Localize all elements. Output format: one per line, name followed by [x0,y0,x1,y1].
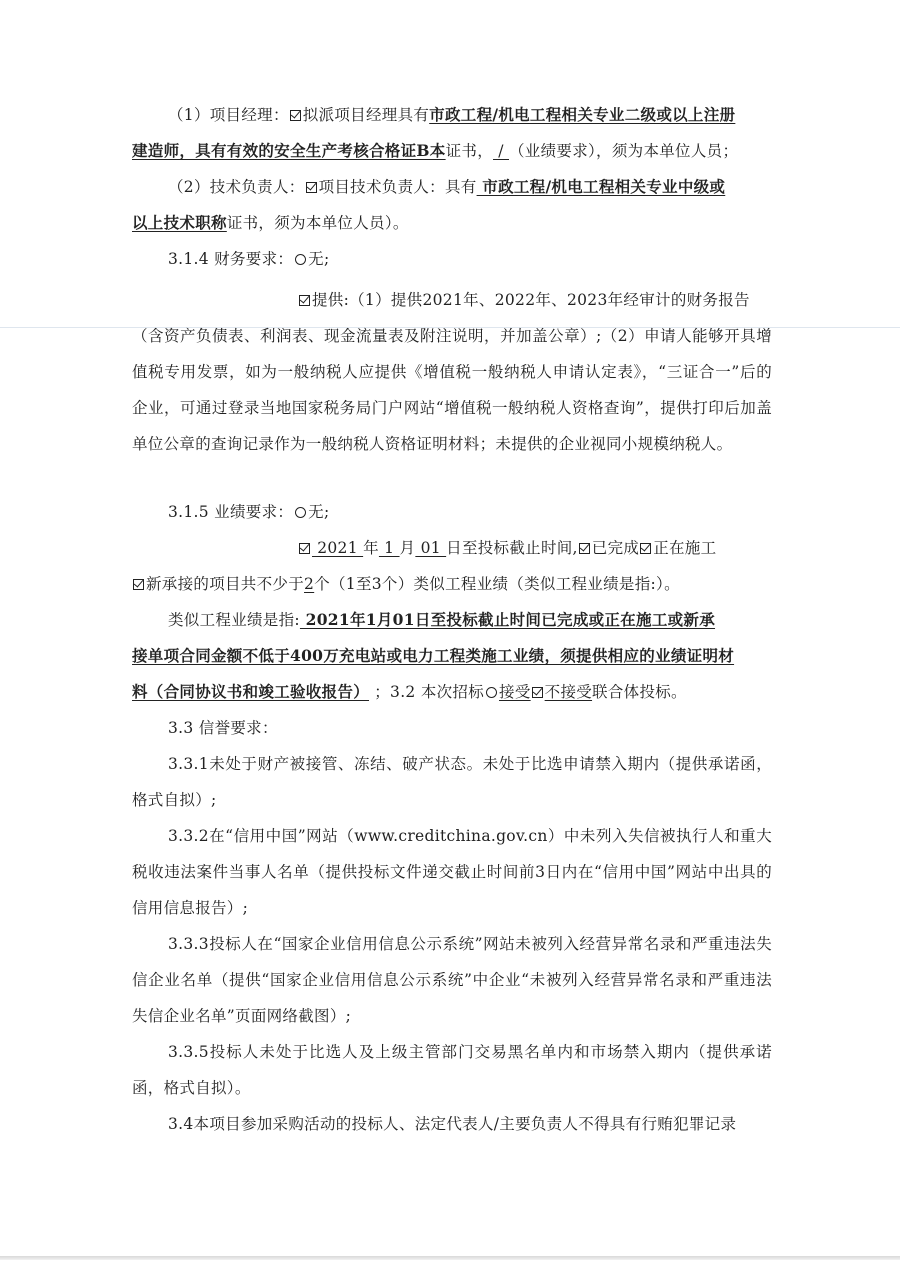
year-unit: 年 [363,539,379,557]
pm-text-3: （业绩要求），须为本单位人员； [509,142,739,160]
similar-line-1 [168,602,715,638]
accept-label: 接受 [499,683,531,701]
checkbox-icon [532,687,543,698]
radio-empty-icon [295,254,306,265]
checkbox-icon [299,295,310,306]
tech-line-2 [132,205,409,241]
credit-3-3-2: 3.3.2在“信用中国”网站（www.creditchina.gov.cn）中未列入失信被执行人和重大税收违法案件当事人名单（提供投标文件递交截止时间前3日内在“信用中国”网站中出具的信用信息报告）; [132,827,772,917]
tech-text: 项目技术负责人：具有 [318,178,477,196]
pm-lead: （1）项目经理： [168,106,289,124]
pm-slash: / [493,142,509,160]
radio-empty-icon [295,507,306,518]
credit-3-3-5: 3.3.5投标人未处于比选人及上级主管部门交易黑名单内和市场禁入期内（提供承诺函，格式自拟）。 [132,1043,772,1097]
radio-empty-icon [486,687,497,698]
tech-requirement-cont: 以上技术职称 [132,213,227,232]
similar-lead: 类似工程业绩是指: [168,611,300,629]
finance-lead: 3.1.4 财务要求： [168,250,294,268]
day-unit: 日至投标截止时间, [446,539,578,557]
similar-def-3: 料（合同协议书和竣工验收报告） [132,682,370,701]
checkbox-icon [133,579,144,590]
credit-3-3-1: 3.3.1未处于财产被接管、冻结、破产状态。未处于比选申请禁入期内（提供承诺函，格式自拟）; [132,755,772,809]
month-unit: 月 [399,539,416,557]
checkbox-icon [290,110,301,121]
pm-line-1 [168,97,735,133]
reject-label: 不接受 [544,683,593,701]
finance-provide: 提供:（1）提供2021年、2022年、2023年经审计的财务报告 [312,291,750,309]
checkbox-icon [579,543,590,554]
tech-line-1 [168,169,725,205]
checkbox-icon [299,543,310,554]
performance-none: 无; [308,503,330,521]
count-suffix: 个（1至3个）类似工程业绩（类似工程业绩是指:）。 [314,575,680,593]
new-label: 新承接的项目共不少于 [146,575,305,593]
performance-date-line [298,530,716,566]
consortium-lead: ；3.2 本次招标 [369,683,485,701]
performance-lead: 3.1.5 业绩要求： [168,503,294,521]
scan-edge [0,1256,900,1260]
pm-requirement-cont: 建造师，具有有效的安全生产考核合格证B本 [132,141,446,160]
checkbox-icon [640,543,651,554]
similar-line-3 [132,674,687,710]
checkbox-icon [306,182,317,193]
finance-body: （含资产负债表、利润表、现金流量表及附注说明，并加盖公章）;（2）申请人能够开具增值税专用发票，如为一般纳税人应提供《增值税一般纳税人申请认定表》，“三证合一”后的企业，可通过登录当地国家税务局门户网站“增值税一般纳税人资格查询”，提供打印后加盖单位公章的查询记录作为一般纳税人资格证明材料；未提供的企业视同小规模纳税人。 [132,327,772,453]
tech-text-2: 证书，须为本单位人员）。 [226,214,409,232]
similar-line-2 [132,638,734,674]
done-label: 已完成 [591,539,640,557]
pm-line-2 [132,133,738,169]
similar-def-2: 接单项合同金额不低于400万充电站或电力工程类施工业绩，须提供相应的业绩证明材 [132,646,735,665]
tech-requirement: 市政工程/机电工程相关专业中级或 [476,177,726,196]
finance-none: 无; [308,250,330,268]
pm-text: 拟派项目经理具有 [302,106,430,124]
credit-3-3-3: 3.3.3投标人在“国家企业信用信息公示系统”网站未被列入经营异常名录和严重违法失信企业名单（提供“国家企业信用信息公示系统”中企业“未被列入经营异常名录和严重违法失信企业名单”页面网络截图）; [132,935,772,1025]
performance-line [168,494,330,530]
similar-def-1: 2021年1月01日至投标截止时间已完成或正在施工或新承 [299,610,716,629]
finance-line [168,241,330,277]
finance-provide-line [298,282,750,318]
consortium-text: 联合体投标。 [592,683,687,701]
count-value: 2 [304,575,315,593]
ongoing-label: 正在施工 [653,539,717,557]
day-value: 01 [415,539,447,557]
month-value: 1 [378,539,400,557]
clause-3-4: 3.4本项目参加采购活动的投标人、法定代表人/主要负责人不得具有行贿犯罪记录 [168,1115,737,1133]
tech-lead: （2）技术负责人： [168,178,305,196]
credit-heading: 3.3 信誉要求： [168,719,278,737]
performance-count-line [132,566,680,602]
pm-requirement: 市政工程/机电工程相关专业二级或以上注册 [429,105,736,124]
pm-text-2: 证书， [445,142,494,160]
year-value: 2021 [312,539,364,557]
